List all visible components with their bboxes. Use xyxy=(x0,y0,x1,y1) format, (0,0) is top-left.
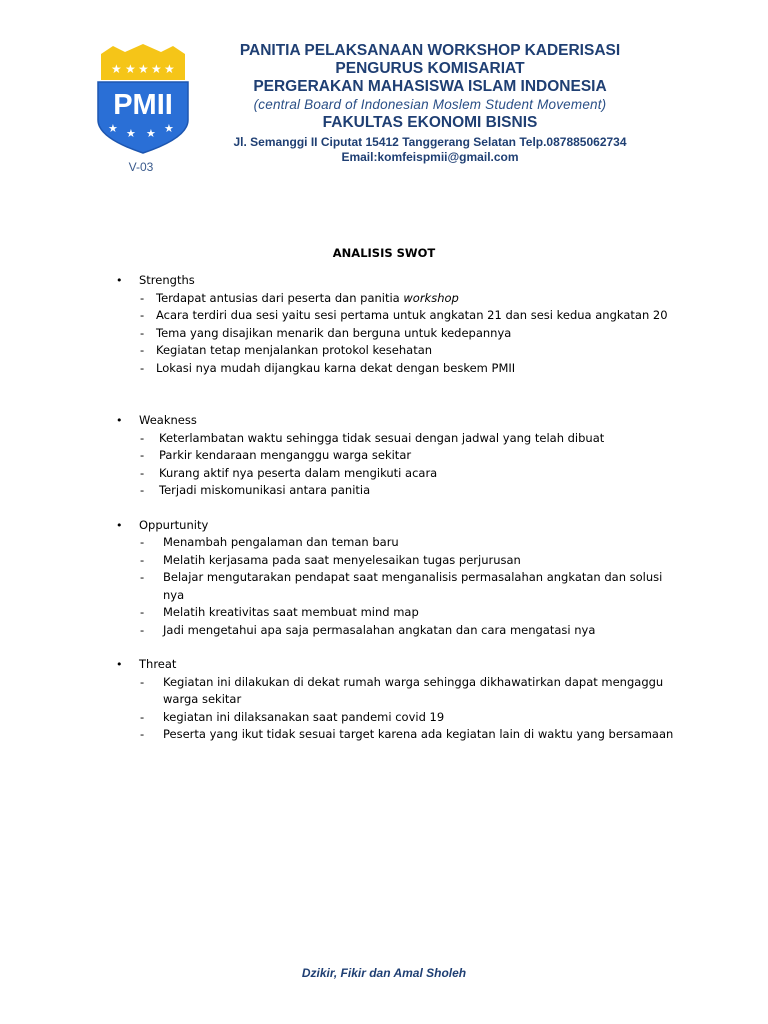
letterhead-address: Jl. Semanggi II Ciputat 15412 Tanggerang Selatan Telp.087885062734 xyxy=(233,135,627,149)
dash-icon: - xyxy=(140,570,145,584)
list-item-text: Terjadi miskomunikasi antara panitia xyxy=(159,483,371,497)
list-item-text: Keterlambatan waktu sehingga tidak sesuai dengan jadwal yang telah dibuat xyxy=(159,430,605,445)
list-item-text: Kurang aktif nya peserta dalam mengikuti acara xyxy=(159,465,438,480)
list-item-text: Parkir kendaraan menganggu warga sekitar xyxy=(159,448,412,462)
list-item-text: Acara terdiri dua sesi yaitu sesi pertama untuk angkatan 21 dan sesi kedua angkatan 20 xyxy=(156,308,668,322)
list-item-text: Menambah pengalaman dan teman baru xyxy=(163,535,399,549)
list-item xyxy=(112,360,682,378)
list-item xyxy=(112,447,682,465)
bullet-icon: • xyxy=(116,658,123,671)
list-item xyxy=(112,325,682,343)
list-item xyxy=(112,604,682,622)
logo-code: V-03 xyxy=(128,160,154,174)
pmii-logo xyxy=(95,42,191,154)
list-item xyxy=(112,430,682,448)
letterhead-organization: PERGERAKAN MAHASISWA ISLAM INDONESIA xyxy=(253,78,607,95)
letterhead-board: PENGURUS KOMISARIAT xyxy=(335,60,525,77)
logo-text: PMII xyxy=(113,89,173,121)
dash-icon: - xyxy=(140,622,145,637)
letterhead-committee: PANITIA PELAKSANAAN WORKSHOP KADERISASI xyxy=(239,42,621,59)
letterhead-email: Email:komfeispmii@gmail.com xyxy=(341,150,519,164)
list-item-text: kegiatan ini dilaksanakan saat pandemi covid 19 xyxy=(163,709,445,724)
bullet-icon: • xyxy=(116,518,123,532)
section-heading xyxy=(112,656,682,674)
list-item xyxy=(112,290,682,308)
list-item-text: Belajar mengutarakan pendapat saat menganalisis permasalahan angkatan dan solusi nya xyxy=(163,570,663,602)
swot-content xyxy=(112,272,682,744)
list-item xyxy=(112,726,682,744)
section-heading-text: Strengths xyxy=(139,273,195,287)
list-item xyxy=(112,482,682,500)
dash-icon: - xyxy=(140,727,145,741)
list-item xyxy=(112,552,682,570)
section-heading xyxy=(112,272,682,290)
svg-text:★: ★ xyxy=(151,62,162,76)
list-item xyxy=(112,342,682,360)
logo-stars-top xyxy=(111,62,175,76)
svg-text:★: ★ xyxy=(108,122,118,135)
document-title: ANALISIS SWOT xyxy=(332,246,436,260)
list-item xyxy=(112,534,682,552)
list-item-text: Peserta yang ikut tidak sesuai target karena ada kegiatan lain di waktu yang bersamaan xyxy=(163,727,674,741)
list-item-text: Kegiatan tetap menjalankan protokol kesehatan xyxy=(156,343,433,357)
dash-icon: - xyxy=(140,465,145,480)
section-heading xyxy=(112,412,682,430)
svg-text:★: ★ xyxy=(126,127,136,140)
svg-text:★: ★ xyxy=(146,127,156,140)
list-item xyxy=(112,465,682,483)
section-heading-text: Oppurtunity xyxy=(139,517,209,532)
section-heading xyxy=(112,517,682,535)
list-item-text: Lokasi nya mudah dijangkau karna dekat dengan beskem PMII xyxy=(156,360,516,375)
dash-icon: - xyxy=(140,709,145,724)
section-opportunity xyxy=(112,517,682,640)
section-threat xyxy=(112,656,682,744)
list-item-text: Melatih kreativitas saat membuat mind map xyxy=(163,605,419,619)
section-weakness xyxy=(112,412,682,500)
dash-icon: - xyxy=(140,325,145,340)
svg-text:★: ★ xyxy=(138,62,149,76)
letterhead xyxy=(200,42,660,165)
dash-icon: - xyxy=(140,605,145,619)
section-strengths xyxy=(112,272,682,377)
list-item-text: Tema yang disajikan menarik dan berguna untuk kedepannya xyxy=(156,325,512,340)
list-item xyxy=(112,622,682,640)
list-item-text: Terdapat antusias dari peserta dan panitia xyxy=(156,290,404,305)
dash-icon: - xyxy=(140,483,145,497)
bullet-icon: • xyxy=(116,274,123,287)
section-heading-text: Threat xyxy=(139,657,177,671)
list-item-text: Kegiatan ini dilakukan di dekat rumah warga sehingga dikhawatirkan dapat mengaggu warga sekitar xyxy=(163,674,664,706)
dash-icon: - xyxy=(140,552,145,567)
dash-icon: - xyxy=(140,360,145,375)
list-item xyxy=(112,569,682,604)
svg-text:★: ★ xyxy=(125,62,136,76)
dash-icon: - xyxy=(140,343,145,357)
svg-text:★: ★ xyxy=(164,62,175,76)
dash-icon: - xyxy=(140,535,145,549)
list-item-emphasis: workshop xyxy=(403,290,459,305)
list-item xyxy=(112,709,682,727)
list-item xyxy=(112,307,682,325)
dash-icon: - xyxy=(140,674,145,689)
footer-motto: Dzikir, Fikir dan Amal Sholeh xyxy=(301,966,467,980)
dash-icon: - xyxy=(140,448,145,462)
dash-icon: - xyxy=(140,290,145,305)
list-item-text: Jadi mengetahui apa saja permasalahan angkatan dan cara mengatasi nya xyxy=(163,622,596,637)
letterhead-faculty: FAKULTAS EKONOMI BISNIS xyxy=(322,114,538,131)
section-heading-text: Weakness xyxy=(139,413,197,427)
svg-text:★: ★ xyxy=(111,62,122,76)
dash-icon: - xyxy=(140,430,145,445)
letterhead-english-name: (central Board of Indonesian Moslem Student Movement) xyxy=(253,97,607,112)
list-item xyxy=(112,674,682,709)
svg-text:★: ★ xyxy=(164,122,174,135)
bullet-icon: • xyxy=(116,414,123,427)
dash-icon: - xyxy=(140,308,145,322)
list-item-text: Melatih kerjasama pada saat menyelesaikan tugas perjurusan xyxy=(163,552,521,567)
